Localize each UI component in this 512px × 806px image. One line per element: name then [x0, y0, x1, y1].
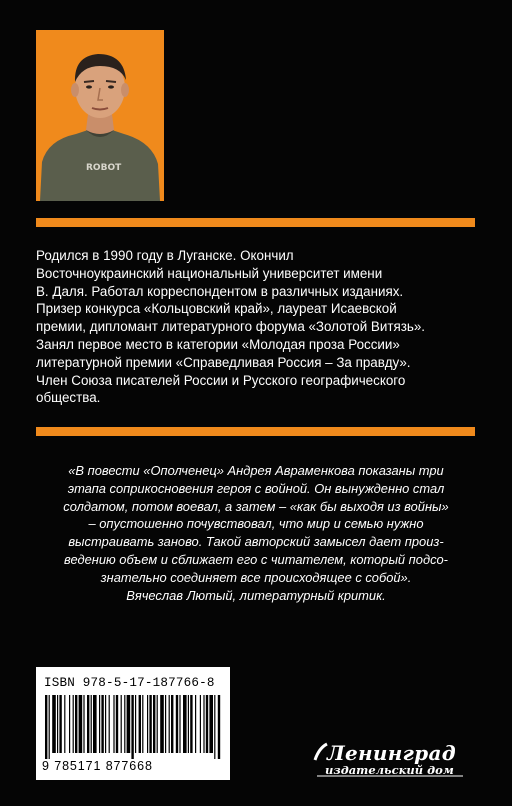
barcode-bar: [160, 695, 164, 753]
barcode-bar: [195, 695, 196, 753]
barcode-bar: [131, 695, 133, 759]
publisher-logo: [313, 740, 475, 780]
barcode-bar: [206, 695, 208, 753]
barcode-bar: [149, 695, 151, 753]
bio-line: литературной премии «Справедливая Россия – За правду».: [36, 354, 411, 370]
barcode-bar: [59, 695, 61, 753]
quote-line: – опустошенно почувствовал, что мир и семью нужно: [88, 516, 424, 532]
barcode-bar: [218, 695, 220, 759]
barcode-bar: [200, 695, 201, 753]
barcode-bar: [147, 695, 148, 753]
barcode-bar: [153, 695, 155, 753]
shirt-print-text: ROBOT: [86, 163, 122, 173]
bio-line: Член Союза писателей России и Русского географического: [36, 372, 406, 388]
bio-line: общества.: [36, 390, 101, 406]
bio-line: Призер конкурса «Кольцовский край», лауреат Исаевской: [36, 301, 397, 317]
bio-line: В. Даля. Работал корреспондентом в различных изданиях.: [36, 283, 404, 299]
bio-line: Родился в 1990 году в Луганске. Окончил: [36, 248, 294, 263]
barcode-bar: [101, 695, 103, 753]
barcode-bar: [135, 695, 136, 753]
barcode-bar: [83, 695, 84, 753]
barcode-bar: [142, 695, 143, 753]
quote-line: ведению объем и сближает его с читателем, который подсо-: [64, 551, 448, 567]
bio-line: премии, дипломант литературного форума «Золотой Витязь».: [36, 319, 426, 335]
barcode-bar: [127, 695, 131, 753]
barcode-bar: [209, 695, 213, 753]
barcode-bar: [203, 695, 204, 753]
barcode-bar: [73, 695, 74, 753]
quote-line: знательно соединяет все происходящее с собой».: [100, 569, 412, 585]
publisher-subtitle: издательский дом: [325, 763, 454, 777]
barcode-bar: [105, 695, 106, 753]
barcode-bar: [157, 695, 158, 753]
barcode-bar: [91, 695, 92, 753]
barcode-bar: [121, 695, 122, 753]
quote-line: солдатом, потом воевал, а затем – «как бы выходя из войны»: [63, 498, 449, 514]
quote-line: Вячеслав Лютый, литературный критик.: [126, 587, 386, 603]
barcode-bar: [109, 695, 110, 753]
top-divider: [36, 218, 475, 227]
quote-line: «В повести «Ополченец» Андрея Авраменкова показаны три: [68, 463, 444, 478]
isbn-number: ISBN 978-5-17-187766-8: [44, 676, 215, 690]
barcode-bar: [116, 695, 118, 753]
barcode-bar: [64, 695, 65, 753]
barcode-bars: [43, 695, 223, 759]
barcode-bar: [79, 695, 83, 753]
barcode-bar: [57, 695, 58, 753]
barcode-bar: [183, 695, 187, 753]
barcode-bar: [93, 695, 97, 753]
barcode-bar: [75, 695, 77, 753]
barcode-bar: [87, 695, 89, 753]
middle-divider: [36, 427, 475, 436]
barcode-bar: [214, 695, 215, 759]
author-portrait-illustration: [36, 30, 164, 201]
publisher-name: Ленинград: [327, 741, 456, 765]
barcode-bar: [176, 695, 178, 753]
author-photo: [36, 30, 164, 201]
critic-quote: [36, 462, 476, 604]
barcode-bar: [188, 695, 189, 753]
bio-line: Занял первое место в категории «Молодая проза России»: [36, 336, 400, 352]
bio-line: Восточноукраинский национальный университет имени: [36, 265, 383, 281]
quote-line: этапа соприкосновения героя с войной. Он вынужденно стал: [67, 480, 445, 496]
barcode-bar: [49, 695, 50, 759]
barcode-bar: [69, 695, 70, 753]
barcode-bar: [190, 695, 192, 753]
barcode-bar: [124, 695, 125, 753]
barcode-block: [36, 667, 230, 780]
barcode-bar: [169, 695, 170, 753]
barcode-bar: [171, 695, 173, 753]
quote-line: выстраивать заново. Такой авторский замысел дает произ-: [68, 534, 444, 550]
barcode-bar: [113, 695, 114, 753]
barcode-bar: [139, 695, 141, 753]
barcode-bar: [179, 695, 180, 753]
barcode-bar: [165, 695, 166, 753]
barcode-bar: [99, 695, 100, 753]
barcode-bar: [45, 695, 47, 759]
barcode-bar: [52, 695, 56, 753]
author-bio: [36, 247, 476, 407]
ean-digits: 9 785171 877668: [42, 759, 153, 773]
